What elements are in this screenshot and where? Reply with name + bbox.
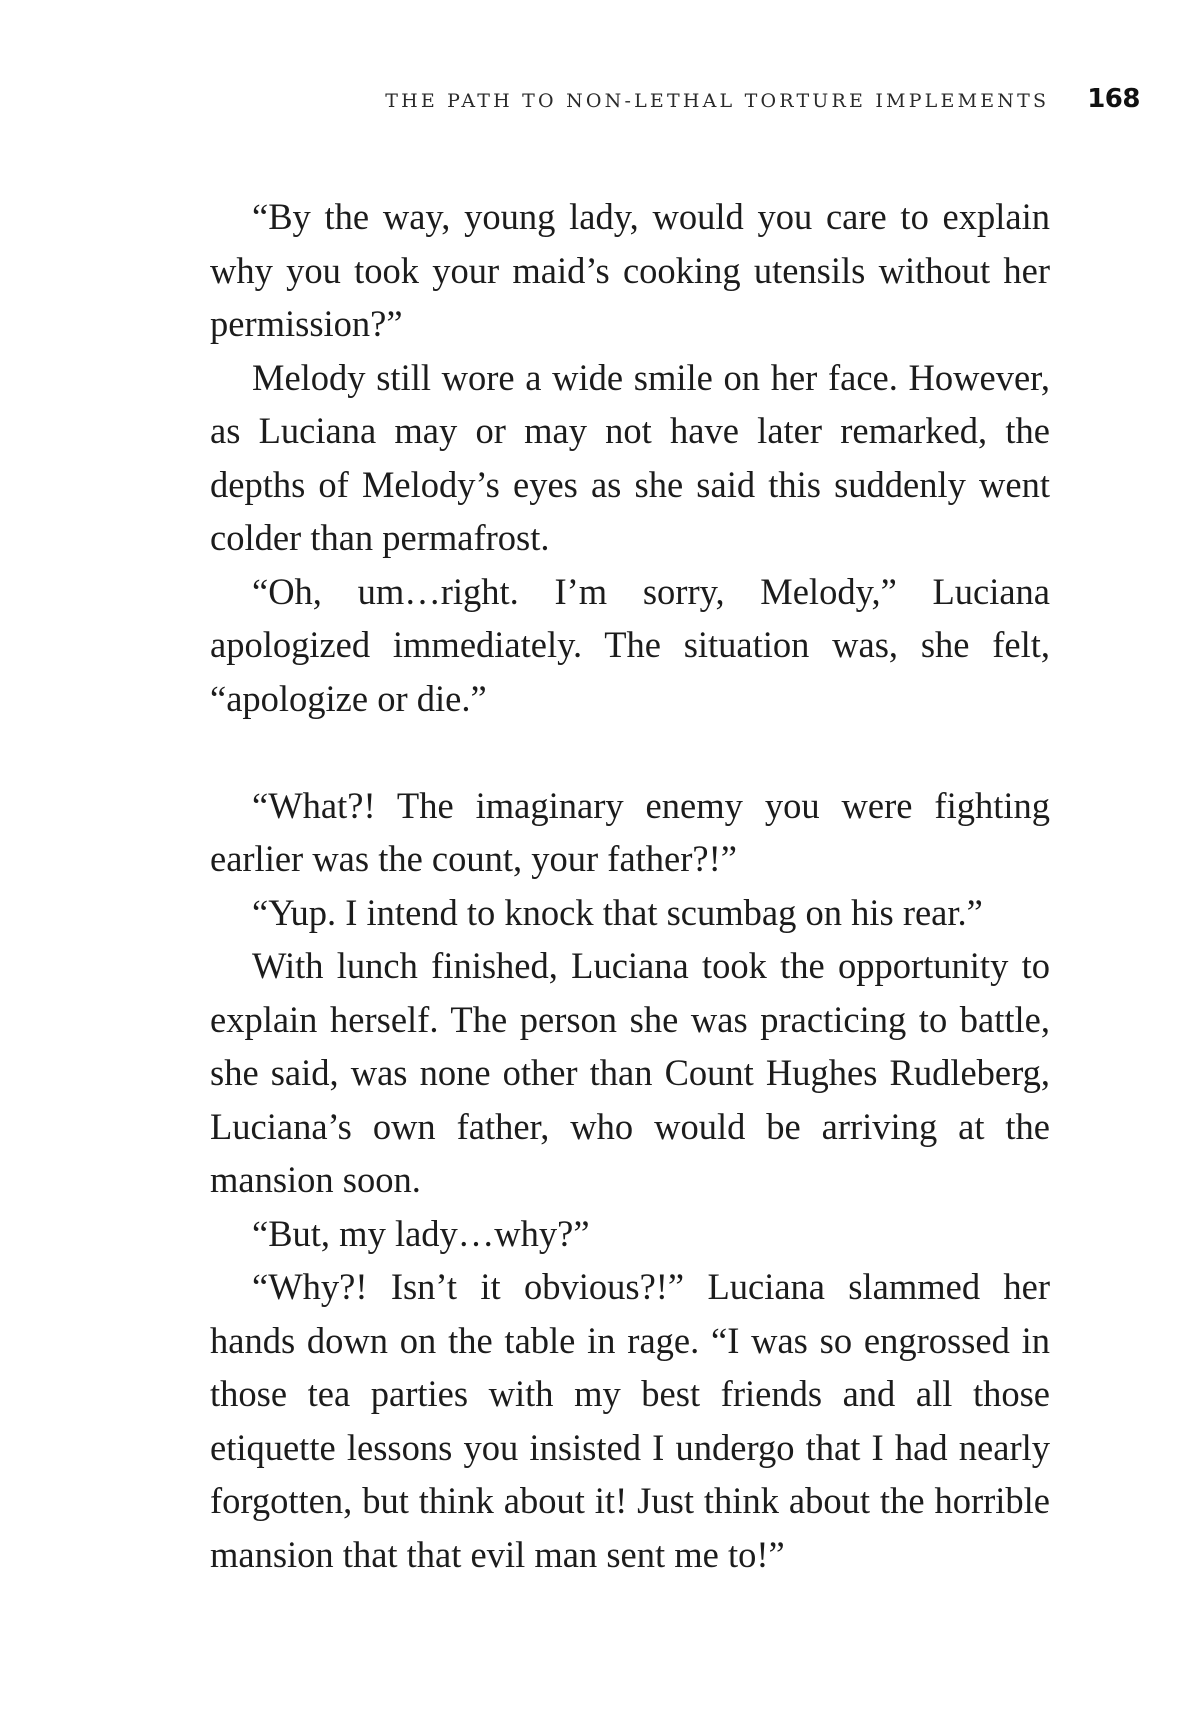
- paragraph-melody-smile: Melody still wore a wide smile on her face. However, as Luciana may or may not have later remarked, the depths of Melody’s eyes as she said this suddenly went colder than permafrost.: [210, 356, 1050, 558]
- body-text: [210, 190, 1050, 1581]
- paragraph-imaginary-enemy: “What?! The imaginary enemy you were fighting earlier was the count, your father?!”: [210, 784, 1050, 879]
- scene-break: [210, 725, 1050, 779]
- paragraph-apology: “Oh, um…right. I’m sorry, Melody,” Luciana apologized immediately. The situation was, she felt, “apologize or die.”: [210, 570, 1050, 719]
- running-header: [0, 84, 1140, 114]
- paragraph-maid-utensils: “By the way, young lady, would you care to explain why you took your maid’s cooking utensils without her permission?”: [210, 196, 1050, 344]
- paragraph-but-why: “But, my lady…why?”: [252, 1212, 590, 1254]
- running-header-title: THE PATH TO NON-LETHAL TORTURE IMPLEMENTS: [385, 90, 1050, 112]
- paragraph-yup: “Yup. I intend to knock that scumbag on his rear.”: [252, 891, 983, 933]
- paragraph-obvious: “Why?! Isn’t it obvious?!” Luciana slammed her hands down on the table in rage. “I was so engrossed in those tea parties with my best friends and all those etiquette lessons you insisted I undergo that I had nearly forgotten, but think about it! Just think about the horrible mansion that that evil man sent me to!”: [210, 1266, 1050, 1575]
- page-number: 168: [1087, 84, 1140, 114]
- paragraph-lunch-finished: With lunch finished, Luciana took the opportunity to explain herself. The person she was practicing to battle, she said, was none other than Count Hughes Rudleberg, Luciana’s own father, who would be arriving at the mansion soon.: [210, 945, 1050, 1200]
